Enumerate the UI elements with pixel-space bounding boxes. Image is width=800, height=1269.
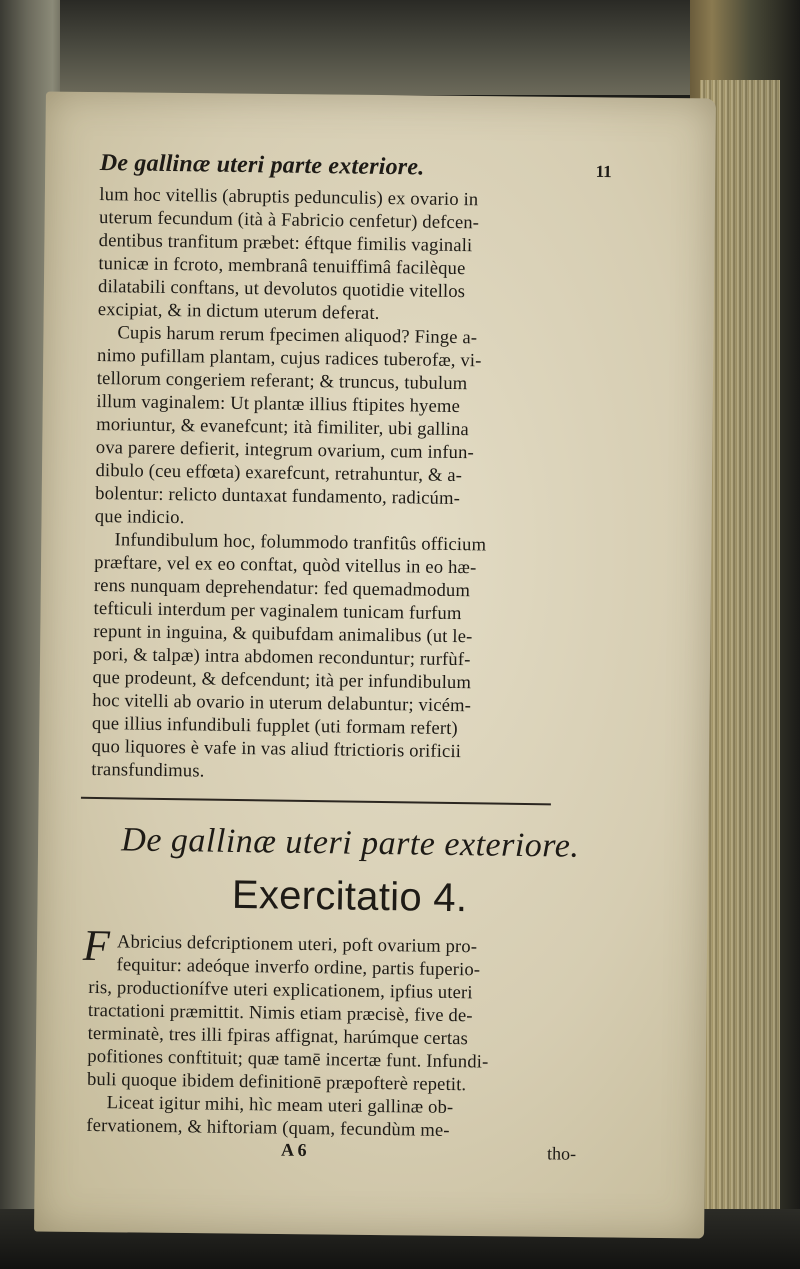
- text-line: transfundimus.: [91, 758, 205, 782]
- text-line: repunt in inguina, & quibufdam animalibus (ut le-: [93, 620, 473, 648]
- text-line: hoc vitelli ab ovario in uterum delabuntur; vicém-: [92, 689, 472, 717]
- section-divider: [81, 797, 551, 806]
- section-title: De gallinæ uteri parte exteriore.: [121, 821, 580, 865]
- text-line: præftare, vel ex eo conftat, quòd vitellus in eo hæ-: [94, 551, 477, 579]
- book-top-edge: [60, 0, 800, 95]
- text-line: Abricius defcriptionem uteri, poft ovarium pro-: [116, 931, 478, 958]
- page-number: 11: [595, 161, 612, 182]
- text-line: pofitiones conftituit; quæ tamē incertæ funt. Infundi-: [87, 1045, 489, 1073]
- text-line: ova parere defierit, integrum ovarium, cum infun-: [95, 436, 475, 464]
- text-line: tunicæ in fcroto, membranâ tenuiffimâ facilèque: [98, 252, 466, 280]
- text-line: lum hoc vitellis (abruptis pedunculis) ex ovario in: [99, 183, 479, 211]
- text-line: pori, & talpæ) intra abdomen reconduntur; rurfùf-: [92, 643, 471, 671]
- exercise-heading: Exercitatio 4.: [231, 872, 468, 921]
- text-line: Infundibulum hoc, folummodo tranfitûs officium: [114, 529, 487, 556]
- text-line: dilatabili conftans, ut devolutos quotidie vitellos: [97, 275, 466, 303]
- drop-cap: F: [82, 920, 111, 971]
- text-line: moriuntur, & evanefcunt; ità fimiliter, ubi gallina: [96, 413, 470, 441]
- text-line: illum vaginalem: Ut plantæ illius ftipites hyeme: [96, 390, 461, 418]
- text-line: terminatè, tres illi fpiras affignat, harúmque certas: [87, 1022, 469, 1050]
- text-line: tefticuli interdum per vaginalem tunicam furfum: [93, 597, 462, 625]
- text-line: tellorum congeriem referant; & truncus, tubulum: [96, 367, 468, 395]
- signature-mark: A 6: [280, 1139, 307, 1160]
- text-line: rens nunquam deprehendatur: fed quemadmodum: [93, 574, 471, 602]
- text-line: fervationem, & hiftoriam (quam, fecundùm me-: [86, 1114, 450, 1141]
- catchword: tho-: [546, 1143, 577, 1164]
- text-line: Liceat igitur mihi, hìc meam uteri gallinæ ob-: [106, 1092, 454, 1119]
- text-line: dibulo (ceu effœta) exarefcunt, retrahuntur, & a-: [95, 459, 463, 487]
- page-content: [82, 150, 620, 1165]
- running-title: De gallinæ uteri parte exteriore.: [99, 150, 425, 181]
- paragraph-2: [95, 321, 618, 535]
- paragraph-4-text: [87, 930, 609, 1098]
- text-line: uterum fecundum (ità à Fabricio cenfetur) defcen-: [98, 206, 480, 234]
- text-line: que illius infundibuli fupplet (uti formam refert): [91, 712, 458, 740]
- text-line: bolentur: relicto duntaxat fundamento, radicúm-: [95, 482, 461, 510]
- paragraph-4: [82, 920, 609, 1098]
- text-line: Cupis harum rerum fpecimen aliquod? Finge a-: [117, 322, 478, 349]
- text-line: que prodeunt, & defcendunt; ità per infundibulum: [92, 666, 472, 694]
- paragraph-3: [91, 528, 614, 788]
- text-line: buli quoque ibidem definitionē præpofterè repetit.: [86, 1068, 467, 1096]
- text-line: ris, productionífve uteri explicationem, ipfius uteri: [88, 976, 473, 1004]
- text-line: nimo pufillam plantam, cujus radices tuberofæ, vi-: [96, 344, 482, 372]
- paragraph-5: [86, 1091, 607, 1144]
- text-line: fequitur: adeóque inverfo ordine, partis fuperio-: [116, 954, 481, 981]
- text-line: dentibus tranfitum præbet: éftque fimilis vaginali: [98, 229, 473, 257]
- paragraph-1: [98, 183, 620, 328]
- text-line: tractationi præmittit. Nimis etiam præcisè, five de-: [87, 999, 473, 1027]
- text-line: excipiat, & in dictum uterum deferat.: [97, 298, 380, 324]
- text-line: que indicio.: [94, 505, 185, 529]
- text-line: quo liquores è vafe in vas aliud ftrictioris orificii: [91, 735, 462, 763]
